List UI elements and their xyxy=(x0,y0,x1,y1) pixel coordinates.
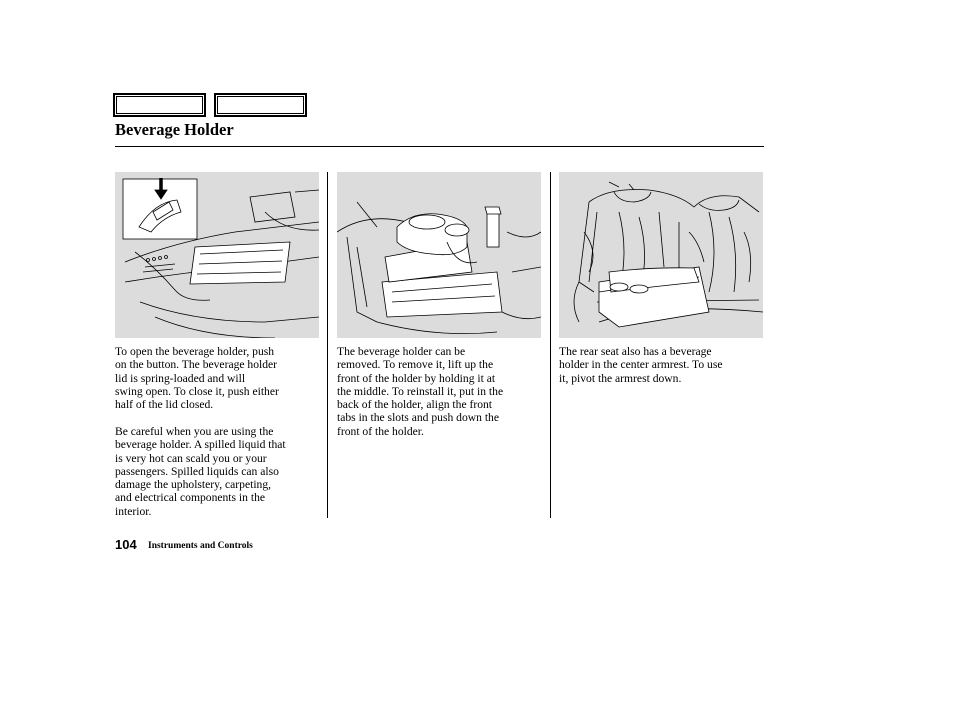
text-line: removed. To remove it, lift up the xyxy=(337,358,494,372)
column-divider-1 xyxy=(327,172,328,518)
column2-paragraph1 xyxy=(337,345,543,438)
console-beverage-holder-lid-illustration xyxy=(115,172,319,338)
text-line: half of the lid closed. xyxy=(115,398,214,412)
text-line: swing open. To close it, push either xyxy=(115,384,279,398)
section-name: Instruments and Controls xyxy=(148,541,253,551)
removable-beverage-holder-illustration xyxy=(337,172,541,338)
text-line: tabs in the slots and push down the xyxy=(337,411,499,425)
text-line: To open the beverage holder, push xyxy=(115,345,275,358)
page-title: Beverage Holder xyxy=(115,120,234,139)
section-tab-left xyxy=(113,93,206,117)
text-line: damage the upholstery, carpeting, xyxy=(115,478,272,492)
text-line: it, pivot the armrest down. xyxy=(559,371,682,385)
text-line: Be careful when you are using the xyxy=(115,425,274,438)
section-tab-right xyxy=(214,93,307,117)
column3-paragraph1 xyxy=(559,345,765,385)
text-line: back of the holder, align the front xyxy=(337,398,493,412)
text-line: front of the holder by holding it at xyxy=(337,371,496,385)
page-number: 104 xyxy=(115,537,137,552)
text-line: interior. xyxy=(115,504,152,518)
text-line: The rear seat also has a beverage xyxy=(559,345,712,358)
text-line: lid is spring-loaded and will xyxy=(115,371,246,385)
column1-paragraph1 xyxy=(115,345,321,411)
text-line: holder in the center armrest. To use xyxy=(559,358,723,372)
text-line: front of the holder. xyxy=(337,424,424,438)
rear-seat-armrest-beverage-holder-illustration xyxy=(559,172,763,338)
text-line: and electrical components in the xyxy=(115,491,266,505)
text-line: is very hot can scald you or your xyxy=(115,451,267,465)
text-line: passengers. Spilled liquids can also xyxy=(115,464,279,478)
column1-paragraph2 xyxy=(115,425,321,518)
text-line: the middle. To reinstall it, put in the xyxy=(337,384,504,398)
text-line: on the button. The beverage holder xyxy=(115,358,278,372)
text-line: beverage holder. A spilled liquid that xyxy=(115,438,286,452)
text-line: The beverage holder can be xyxy=(337,345,466,358)
column-divider-2 xyxy=(550,172,551,518)
title-divider xyxy=(115,146,764,147)
